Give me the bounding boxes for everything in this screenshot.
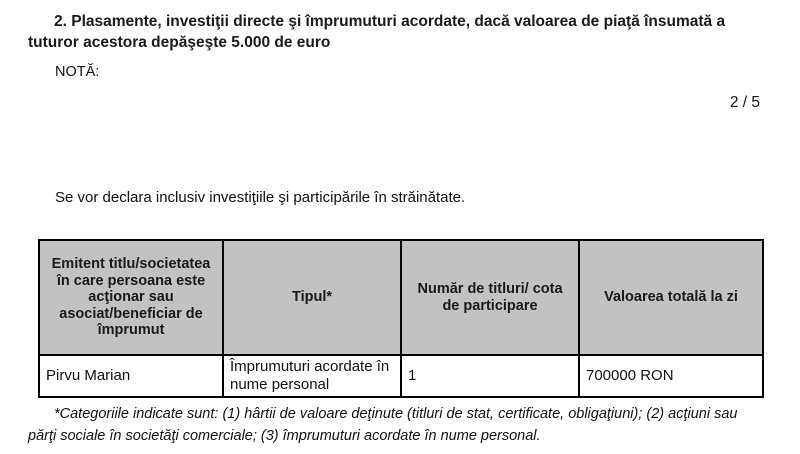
cell-numar-titluri: 1	[401, 355, 579, 397]
cell-tipul: Împrumuturi acordate în nume personal	[223, 355, 401, 397]
column-header-tipul: Tipul*	[223, 240, 401, 355]
declaration-note: Se vor declara inclusiv investiţiile şi participările în străinătate.	[55, 189, 466, 206]
column-header-valoare: Valoarea totală la zi	[579, 240, 763, 355]
assets-table	[38, 239, 764, 398]
cell-valoare: 700000 RON	[579, 355, 763, 397]
categories-footnote: *Categoriile indicate sunt: (1) hârtii de valoare deţinute (titluri de stat, certificate, obligaţiuni); (2) acţiuni sau părţi sociale în societăţi comerciale; (3) împrumuturi acordate în nume personal.	[28, 406, 738, 444]
section-heading: 2. Plasamente, investiţii directe şi împrumuturi acordate, dacă valoarea de piaţă însumată a tuturor acestora depăşeşte 5.000 de euro	[28, 13, 726, 51]
column-header-numar-titluri: Număr de titluri/ cota de participare	[401, 240, 579, 355]
table-row	[39, 355, 763, 397]
nota-label: NOTĂ:	[55, 64, 100, 80]
assets-table-body	[39, 355, 763, 397]
assets-table-head	[39, 240, 763, 355]
page-number-indicator: 2 / 5	[729, 94, 760, 111]
cell-emitent: Pirvu Marian	[39, 355, 223, 397]
table-header-row	[39, 240, 763, 355]
column-header-emitent: Emitent titlu/societatea în care persoana este acţionar sau asociat/beneficiar de împrumut	[39, 240, 223, 355]
